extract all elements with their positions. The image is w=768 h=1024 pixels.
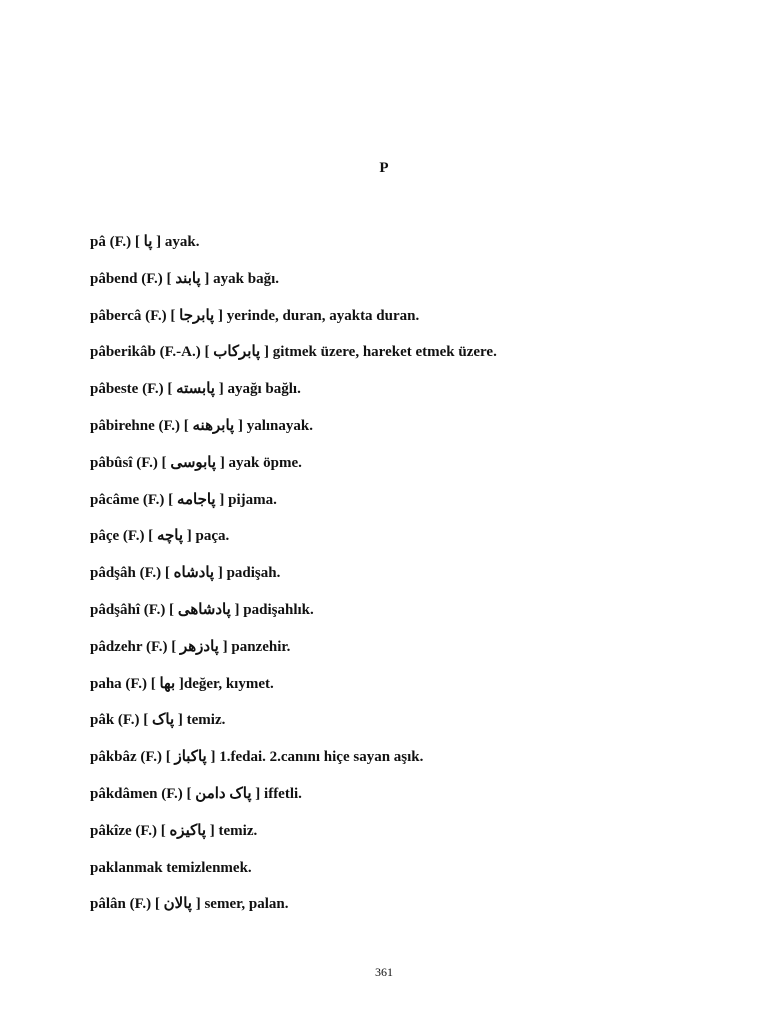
dictionary-entry: pâ (F.) [ پا ] ayak. — [90, 234, 200, 250]
dictionary-entry: pâbûsî (F.) [ پابوسی ] ayak öpme. — [90, 454, 302, 471]
dictionary-entry: pâbeste (F.) [ پابسته ] ayağı bağlı. — [90, 381, 301, 398]
letter-heading: P — [379, 160, 389, 176]
dictionary-entry: pâlân (F.) [ پالان ] semer, palan. — [90, 896, 289, 913]
dictionary-entry: pâk (F.) [ پاک ] temiz. — [90, 712, 226, 729]
dictionary-entries — [90, 232, 730, 931]
dictionary-entry: pâçe (F.) [ پاچه ] paça. — [90, 528, 230, 545]
dictionary-entry: pâkîze (F.) [ پاکیزه ] temiz. — [90, 822, 258, 839]
dictionary-entry: pâdşâh (F.) [ پادشاه ] padişah. — [90, 565, 281, 582]
dictionary-entry: pâbend (F.) [ پابند ] ayak bağı. — [90, 270, 279, 287]
dictionary-entry: paha (F.) [ بها ]değer, kıymet. — [90, 675, 274, 692]
dictionary-entry: pâberikâb (F.-A.) [ پابركاب ] gitmek üzere, hareket etmek üzere. — [90, 344, 497, 361]
dictionary-entry: pâbirehne (F.) [ پابرهنه ] yalınayak. — [90, 417, 313, 434]
dictionary-entry: pâkdâmen (F.) [ پاک دامن ] iffetli. — [90, 785, 302, 802]
dictionary-entry: pâbercâ (F.) [ پابرجا ] yerinde, duran, ayakta duran. — [90, 307, 420, 324]
dictionary-entry: pâcâme (F.) [ پاجامه ] pijama. — [90, 491, 277, 508]
dictionary-entry: pâkbâz (F.) [ پاکباز ] 1.fedai. 2.canını hiçe sayan aşık. — [90, 749, 424, 766]
dictionary-entry: paklanmak temizlenmek. — [90, 859, 252, 876]
dictionary-entry: pâdşâhî (F.) [ پادشاهی ] padişahlık. — [90, 601, 314, 618]
page-number: 361 — [375, 965, 393, 979]
dictionary-entry: pâdzehr (F.) [ پادزهر ] panzehir. — [90, 638, 291, 655]
